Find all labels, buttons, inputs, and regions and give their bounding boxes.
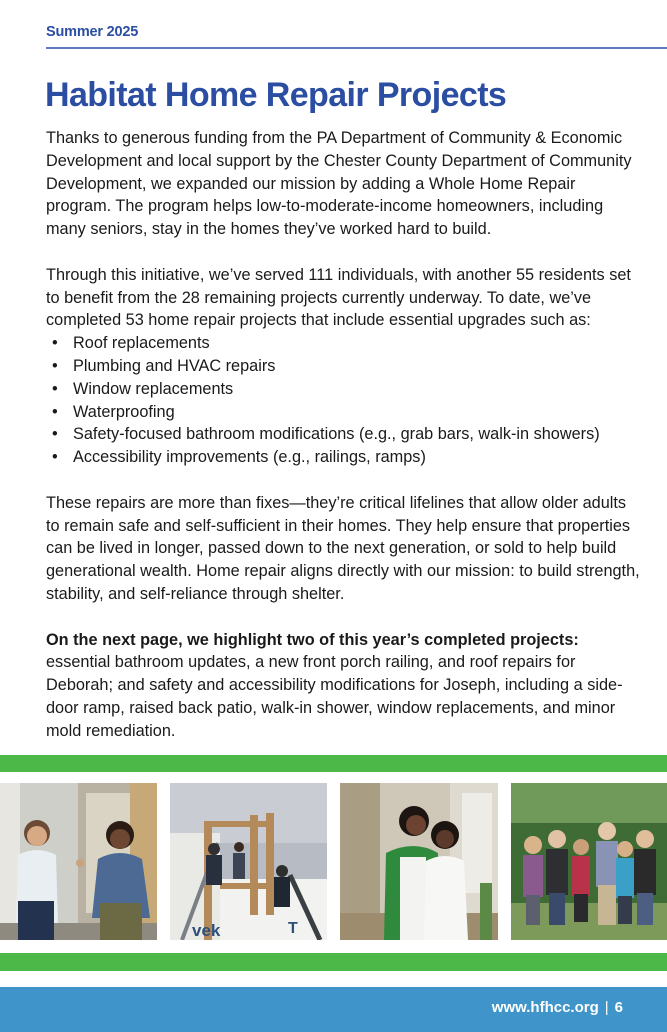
green-band-top [0,755,667,772]
list-item: • Plumbing and HVAC repairs [46,355,642,378]
housewrap-text: vek [192,921,221,940]
list-item: • Safety-focused bathroom modifications (e.g., grab bars, walk-in showers) [46,423,642,446]
page-number: 6 [614,999,623,1016]
photo-group [511,783,667,940]
list-item: • Waterproofing [46,401,642,424]
header-rule [46,47,667,49]
paragraph-gap [46,606,642,629]
footer-text [492,999,623,1016]
photo-construction [170,783,327,940]
paragraph-gap [46,469,642,492]
upgrade-list [46,332,642,469]
footer-separator: | [604,999,609,1016]
article-body [46,127,642,743]
initiative-paragraph: Through this initiative, we’ve served 111 individuals, with another 55 residents set to benefit from the 28 remaining projects currently underway. To date, we’ve completed 53 home repair projects that include essential upgrades such as: [46,265,631,330]
housewrap-letter: T [288,920,298,937]
page-title: Habitat Home Repair Projects [45,76,507,114]
paragraph-gap [46,241,642,264]
photo-two-women [340,783,498,940]
list-item: • Roof replacements [46,332,642,355]
next-page-lead: On the next page, we highlight two of this year’s completed projects: [46,630,579,649]
list-item: • Window replacements [46,378,642,401]
photo-key-handover [0,783,157,940]
list-item: • Accessibility improvements (e.g., railings, ramps) [46,446,642,469]
issue-label: Summer 2025 [46,24,139,40]
lifelines-paragraph: These repairs are more than fixes—they’re critical lifelines that allow older adults to remain safe and self-sufficient in their homes. They help ensure that properties can be lived in longer, passed down to the next generation, or sold to help build generational wealth. Home repair aligns directly with our mission: to build strength, stability, and self-reliance through shelter. [46,493,640,603]
intro-paragraph: Thanks to generous funding from the PA Department of Community & Economic Development and local support by the Chester County Department of Community Development, we expanded our mission by adding a Whole Home Repair program. The program helps low-to-moderate-income homeowners, including many seniors, stay in the homes they’ve worked hard to build. [46,129,632,239]
footer-bar [0,987,667,1032]
next-page-details: essential bathroom updates, a new front porch railing, and roof repairs for Deborah; and safety and accessibility modifications for Joseph, including a side-door ramp, raised back patio, walk-in shower, window replacements, and minor mold remediation. [46,653,623,740]
next-page-paragraph [46,629,642,743]
green-band-bottom [0,953,667,971]
website-link[interactable]: www.hfhcc.org [491,999,599,1016]
